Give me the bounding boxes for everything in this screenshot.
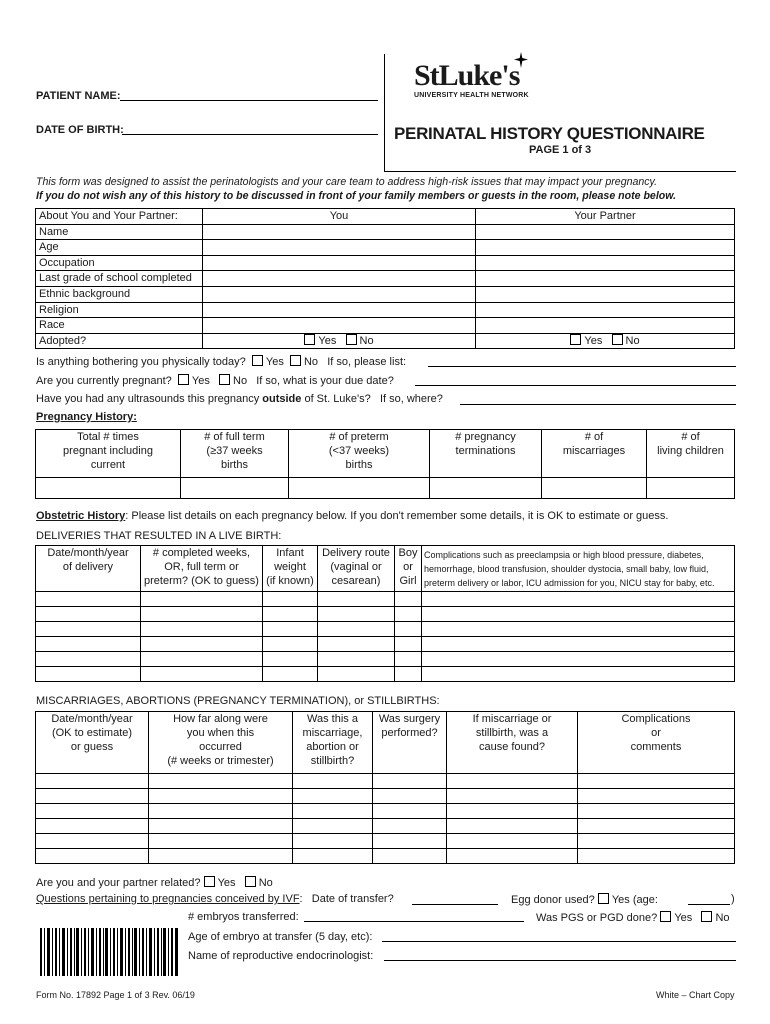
embryo-age-field[interactable] — [382, 941, 736, 942]
preg-header-terminations: # pregnancy terminations — [430, 430, 542, 478]
row-label-ethnic: Ethnic background — [36, 286, 203, 302]
question-ultrasound-where: If so, where? — [379, 393, 443, 405]
miscarriages-table — [35, 711, 735, 864]
question-ultrasound-text-2: of St. Luke's? — [304, 393, 371, 405]
deliv-cell[interactable] — [395, 607, 422, 622]
misc-header-how-far: How far along were you when this occurred (# weeks or trimester) — [149, 712, 293, 774]
egg-donor-age-label: Yes (age: — [611, 894, 658, 906]
deliv-cell[interactable] — [36, 592, 141, 607]
deliv-cell[interactable] — [318, 592, 395, 607]
deliv-cell[interactable] — [318, 637, 395, 652]
deliv-cell[interactable] — [318, 622, 395, 637]
deliv-cell[interactable] — [422, 652, 735, 667]
physical-list-field[interactable] — [428, 366, 736, 367]
form-title: PERINATAL HISTORY QUESTIONNAIRE — [394, 124, 705, 143]
close-paren: ) — [731, 893, 735, 905]
deliv-cell[interactable] — [395, 622, 422, 637]
due-date-field[interactable] — [415, 385, 736, 386]
misc-cell[interactable] — [373, 834, 447, 849]
misc-cell[interactable] — [578, 789, 735, 804]
misc-cell[interactable] — [36, 789, 149, 804]
preg-header-living: # of living children — [647, 430, 735, 478]
misc-cell[interactable] — [293, 819, 373, 834]
preg-preterm-cell[interactable] — [289, 478, 430, 499]
deliv-cell[interactable] — [422, 667, 735, 682]
you-adopted-no-checkbox[interactable] — [346, 334, 357, 345]
table-row — [36, 607, 735, 622]
table-row — [36, 789, 735, 804]
misc-cell[interactable] — [373, 789, 447, 804]
pregnant-no-checkbox[interactable] — [219, 374, 230, 385]
you-occupation-cell[interactable] — [203, 255, 476, 271]
obstetric-history-title: Obstetric History — [36, 510, 126, 522]
yes-label: Yes — [318, 334, 337, 347]
misc-cell[interactable] — [578, 834, 735, 849]
table-row — [36, 652, 735, 667]
deliv-cell[interactable] — [36, 622, 141, 637]
egg-donor-yes-checkbox[interactable] — [598, 893, 609, 904]
partner-name-cell[interactable] — [476, 224, 735, 240]
logo-subtitle: UNIVERSITY HEALTH NETWORK — [414, 92, 529, 99]
ivf-line: Questions pertaining to pregnancies conceived by IVF: Date of transfer? — [36, 893, 394, 905]
partner-race-cell[interactable] — [476, 318, 735, 334]
pgs-label: Was PGS or PGD done? — [536, 912, 658, 924]
question-related — [36, 876, 273, 889]
you-ethnic-cell[interactable] — [203, 286, 476, 302]
question-physical — [36, 355, 406, 368]
deliv-header-date: Date/month/year of delivery — [36, 546, 141, 592]
cross-star-icon — [514, 52, 528, 71]
misc-cell[interactable] — [447, 834, 578, 849]
preg-header-preterm: # of preterm (<37 weeks) births — [289, 430, 430, 478]
misc-cell[interactable] — [36, 774, 149, 789]
misc-cell[interactable] — [447, 849, 578, 864]
transfer-date-field[interactable] — [412, 904, 498, 905]
deliv-cell[interactable] — [422, 592, 735, 607]
deliveries-table — [35, 545, 735, 682]
no-label: No — [359, 334, 374, 347]
deliv-cell[interactable] — [422, 622, 735, 637]
row-label-name: Name — [36, 224, 203, 240]
egg-donor-age-field[interactable] — [688, 904, 730, 905]
misc-cell[interactable] — [36, 849, 149, 864]
question-pregnant — [36, 374, 394, 387]
dob-label: DATE OF BIRTH: — [36, 124, 124, 136]
deliv-cell[interactable] — [263, 607, 318, 622]
misc-cell[interactable] — [293, 849, 373, 864]
misc-header-cause: If miscarriage or stillbirth, was a cause found? — [447, 712, 578, 774]
deliveries-title: DELIVERIES THAT RESULTED IN A LIVE BIRTH: — [36, 530, 282, 542]
row-label-age: Age — [36, 240, 203, 256]
yes-label: Yes — [584, 334, 603, 347]
question-ultrasound-text: Have you had any ultrasounds this pregnancy — [36, 393, 260, 405]
related-no-checkbox[interactable] — [245, 876, 256, 887]
no-label: No — [715, 912, 730, 924]
preg-miscarriages-cell[interactable] — [542, 478, 647, 499]
miscarriages-title: MISCARRIAGES, ABORTIONS (PREGNANCY TERMINATION), or STILLBIRTHS: — [36, 695, 440, 707]
deliv-cell[interactable] — [422, 607, 735, 622]
deliv-cell[interactable] — [395, 637, 422, 652]
deliv-header-route: Delivery route (vaginal or cesarean) — [318, 546, 395, 592]
endocrinologist-label: Name of reproductive endocrinologist: — [188, 950, 374, 962]
logo — [414, 54, 539, 104]
no-label: No — [258, 877, 273, 889]
table-row — [36, 834, 735, 849]
no-label: No — [233, 375, 248, 387]
deliv-cell[interactable] — [141, 607, 263, 622]
misc-cell[interactable] — [373, 819, 447, 834]
deliv-cell[interactable] — [395, 592, 422, 607]
misc-cell[interactable] — [578, 804, 735, 819]
deliv-cell[interactable] — [141, 637, 263, 652]
header-divider — [384, 54, 385, 172]
you-school-cell[interactable] — [203, 271, 476, 287]
misc-cell[interactable] — [293, 774, 373, 789]
misc-header-date: Date/month/year (OK to estimate) or guess — [36, 712, 149, 774]
preg-header-total: Total # times pregnant including current — [36, 430, 181, 478]
yes-label: Yes — [265, 356, 284, 368]
misc-cell[interactable] — [149, 789, 293, 804]
preg-full-term-cell[interactable] — [181, 478, 289, 499]
yes-label: Yes — [674, 912, 693, 924]
yes-label: Yes — [191, 375, 210, 387]
deliv-cell[interactable] — [141, 667, 263, 682]
row-label-race: Race — [36, 318, 203, 334]
misc-cell[interactable] — [36, 819, 149, 834]
no-label: No — [625, 334, 640, 347]
misc-cell[interactable] — [149, 834, 293, 849]
about-header-partner: Your Partner — [476, 209, 735, 225]
obstetric-history-text: : Please list details on each pregnancy below. If you don't remember some details, it is OK to estimate or guess. — [125, 510, 669, 522]
misc-cell[interactable] — [149, 849, 293, 864]
row-label-religion: Religion — [36, 302, 203, 318]
deliv-cell[interactable] — [263, 637, 318, 652]
deliv-cell[interactable] — [263, 622, 318, 637]
dob-field[interactable] — [122, 134, 378, 135]
preg-total-cell[interactable] — [36, 478, 181, 499]
misc-cell[interactable] — [149, 819, 293, 834]
partner-adopted-yes-checkbox[interactable] — [570, 334, 581, 345]
misc-cell[interactable] — [293, 834, 373, 849]
question-related-text: Are you and your partner related? — [36, 877, 201, 889]
obstetric-history-line — [36, 510, 668, 522]
pregnant-yes-checkbox[interactable] — [178, 374, 189, 385]
transfer-date-label: Date of transfer? — [311, 893, 394, 905]
endocrinologist-field[interactable] — [384, 960, 736, 961]
misc-cell[interactable] — [578, 774, 735, 789]
ivf-title: Questions pertaining to pregnancies conceived by IVF — [36, 893, 300, 905]
deliv-cell[interactable] — [141, 652, 263, 667]
misc-cell[interactable] — [36, 804, 149, 819]
row-label-adopted: Adopted? — [36, 333, 203, 349]
deliv-cell[interactable] — [141, 622, 263, 637]
egg-donor-line — [511, 893, 658, 906]
patient-name-field[interactable] — [120, 100, 378, 101]
you-name-cell[interactable] — [203, 224, 476, 240]
form-number: Form No. 17892 Page 1 of 3 Rev. 06/19 — [36, 990, 195, 1000]
table-row — [36, 592, 735, 607]
question-physical-text: Is anything bothering you physically today? — [36, 356, 246, 368]
partner-school-cell[interactable] — [476, 271, 735, 287]
about-header-label: About You and Your Partner: — [36, 209, 203, 225]
deliv-cell[interactable] — [36, 607, 141, 622]
deliv-cell[interactable] — [318, 607, 395, 622]
misc-cell[interactable] — [447, 789, 578, 804]
related-yes-checkbox[interactable] — [204, 876, 215, 887]
you-age-cell[interactable] — [203, 240, 476, 256]
deliv-cell[interactable] — [263, 592, 318, 607]
row-label-school: Last grade of school completed — [36, 271, 203, 287]
intro-line-2: If you do not wish any of this history to be discussed in front of your family members or guests in the room, please note below. — [36, 190, 677, 202]
pgs-yes-checkbox[interactable] — [660, 911, 671, 922]
misc-cell[interactable] — [373, 774, 447, 789]
deliv-cell[interactable] — [318, 652, 395, 667]
preg-header-full-term: # of full term (≥37 weeks births — [181, 430, 289, 478]
patient-name-label: PATIENT NAME: — [36, 90, 121, 102]
pregnancy-history-table — [35, 429, 735, 499]
question-pregnant-text: Are you currently pregnant? — [36, 375, 172, 387]
pregnancy-history-title: Pregnancy History: — [36, 411, 137, 423]
deliv-header-sex: Boy or Girl — [395, 546, 422, 592]
pgs-line — [536, 911, 730, 924]
partner-occupation-cell[interactable] — [476, 255, 735, 271]
table-row — [36, 804, 735, 819]
partner-adopted-no-checkbox[interactable] — [612, 334, 623, 345]
misc-cell[interactable] — [149, 804, 293, 819]
deliv-cell[interactable] — [36, 637, 141, 652]
question-ultrasound-bold: outside — [262, 393, 302, 405]
preg-header-miscarriages: # of miscarriages — [542, 430, 647, 478]
preg-terminations-cell[interactable] — [430, 478, 542, 499]
about-header-you: You — [203, 209, 476, 225]
preg-living-cell[interactable] — [647, 478, 735, 499]
partner-religion-cell[interactable] — [476, 302, 735, 318]
deliv-cell[interactable] — [141, 592, 263, 607]
table-row — [36, 849, 735, 864]
question-physical-list: If so, please list: — [327, 356, 407, 368]
intro-line-1: This form was designed to assist the perinatologists and your care team to address high-risk issues that may impact your pregnancy. — [36, 176, 658, 188]
misc-header-type: Was this a miscarriage, abortion or stillbirth? — [293, 712, 373, 774]
embryo-age-label: Age of embryo at transfer (5 day, etc): — [188, 931, 373, 943]
partner-ethnic-cell[interactable] — [476, 286, 735, 302]
you-race-cell[interactable] — [203, 318, 476, 334]
barcode — [40, 928, 178, 976]
no-label: No — [303, 356, 319, 368]
you-religion-cell[interactable] — [203, 302, 476, 318]
misc-cell[interactable] — [447, 804, 578, 819]
deliv-cell[interactable] — [422, 637, 735, 652]
you-adopted-cell — [203, 333, 476, 349]
header-rule — [384, 171, 736, 172]
embryos-field[interactable] — [304, 921, 524, 922]
misc-header-comments: Complications or comments — [578, 712, 735, 774]
table-row — [36, 667, 735, 682]
table-row — [36, 622, 735, 637]
page-indicator: PAGE 1 of 3 — [529, 144, 592, 156]
misc-cell[interactable] — [447, 819, 578, 834]
pgs-no-checkbox[interactable] — [701, 911, 712, 922]
physical-no-checkbox[interactable] — [290, 355, 301, 366]
table-row — [36, 774, 735, 789]
about-table — [35, 208, 735, 349]
partner-age-cell[interactable] — [476, 240, 735, 256]
deliv-header-weeks: # completed weeks, OR, full term or preterm? (OK to guess) — [141, 546, 263, 592]
misc-cell[interactable] — [149, 774, 293, 789]
physical-yes-checkbox[interactable] — [252, 355, 263, 366]
misc-cell[interactable] — [578, 849, 735, 864]
yes-label: Yes — [217, 877, 236, 889]
table-row — [36, 819, 735, 834]
ultrasound-where-field[interactable] — [460, 404, 736, 405]
deliv-cell[interactable] — [395, 667, 422, 682]
question-ultrasound — [36, 393, 443, 405]
deliv-cell[interactable] — [263, 667, 318, 682]
misc-cell[interactable] — [373, 849, 447, 864]
misc-cell[interactable] — [578, 819, 735, 834]
misc-cell[interactable] — [447, 774, 578, 789]
egg-donor-label: Egg donor used? — [511, 894, 595, 906]
you-adopted-yes-checkbox[interactable] — [304, 334, 315, 345]
misc-cell[interactable] — [293, 804, 373, 819]
misc-cell[interactable] — [293, 789, 373, 804]
deliv-cell[interactable] — [36, 652, 141, 667]
misc-cell[interactable] — [36, 834, 149, 849]
logo-wordmark: StLuke's — [414, 59, 520, 92]
question-due-date: If so, what is your due date? — [256, 375, 394, 387]
embryos-label: # embryos transferred: — [188, 911, 299, 923]
copy-label: White – Chart Copy — [656, 990, 735, 1000]
deliv-cell[interactable] — [263, 652, 318, 667]
deliv-header-weight: Infant weight (if known) — [263, 546, 318, 592]
deliv-cell[interactable] — [318, 667, 395, 682]
deliv-cell[interactable] — [395, 652, 422, 667]
deliv-cell[interactable] — [36, 667, 141, 682]
row-label-occupation: Occupation — [36, 255, 203, 271]
partner-adopted-cell — [476, 333, 735, 349]
table-row — [36, 637, 735, 652]
misc-header-surgery: Was surgery performed? — [373, 712, 447, 774]
deliv-header-complications: Complications such as preeclampsia or high blood pressure, diabetes, hemorrhage, blood transfusion, shoulder dystocia, small baby, low fluid, preterm delivery or labor, ICU admission for you, NICU stay for baby, etc. — [422, 546, 735, 592]
misc-cell[interactable] — [373, 804, 447, 819]
